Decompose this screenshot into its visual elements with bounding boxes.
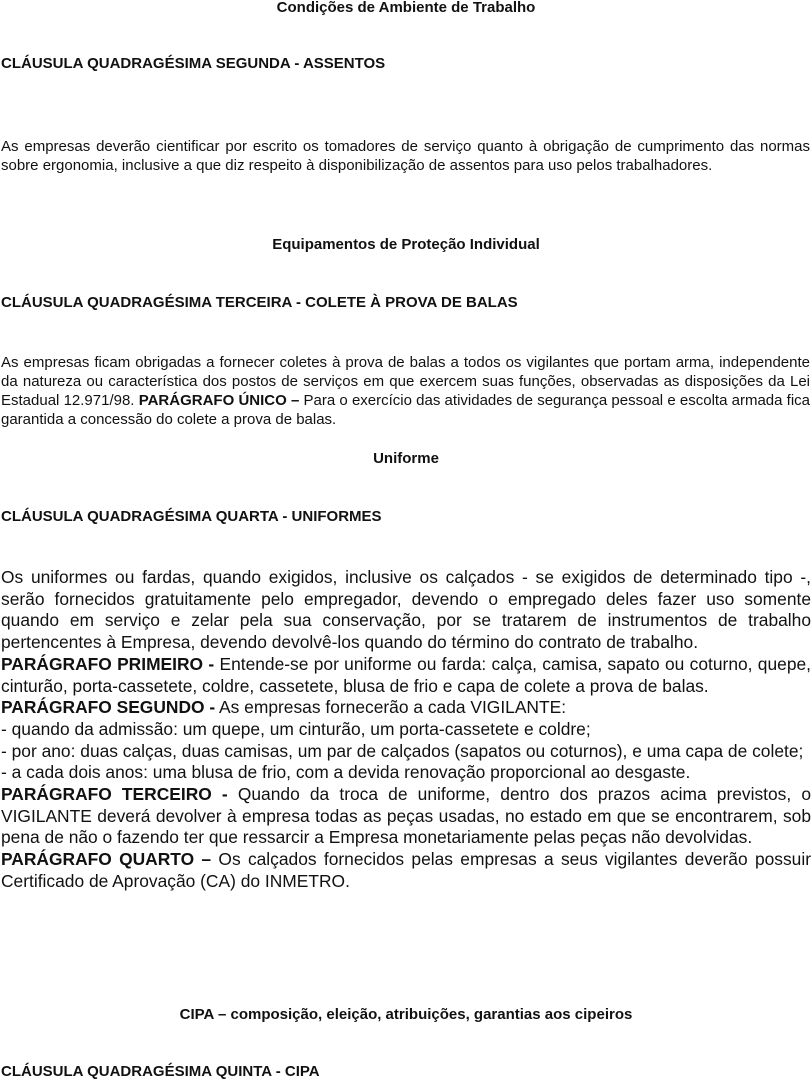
list-item: - a cada dois anos: uma blusa de frio, com a devida renovação proporcional ao desgaste. (1, 762, 691, 783)
section-heading-cipa: CIPA – composição, eleição, atribuições, garantias aos cipeiros (179, 1006, 633, 1023)
paragrafo-primeiro-label: PARÁGRAFO PRIMEIRO - (1, 653, 215, 674)
paragrafo-quarto-label: PARÁGRAFO QUARTO – (1, 849, 212, 870)
list-item: - por ano: duas calças, duas camisas, um par de calçados (sapatos ou coturnos), e uma capa de colete; (1, 740, 804, 761)
section-heading-ambiente: Condições de Ambiente de Trabalho (276, 0, 536, 16)
paragrafo-quarto-text: Os calçados fornecidos pelas empresas a seus vigilantes deverão possuir Certificado de Aprovação (CA) do INMETRO. (1, 849, 812, 891)
paragrafo-segundo-label: PARÁGRAFO SEGUNDO - (1, 697, 216, 718)
paragrafo-segundo-text: As empresas fornecerão a cada VIGILANTE: (215, 697, 567, 718)
section-heading-epi: Equipamentos de Proteção Individual (272, 236, 540, 253)
paragrafo-quarto (1, 849, 811, 892)
paragrafo-primeiro (1, 654, 811, 697)
paragrafo-segundo (1, 697, 811, 719)
paragrafo-unico-text: Para o exercício das atividades de segurança pessoal e escolta armada fica garantida a concessão do colete a prova de balas. (1, 392, 811, 428)
clause-title-cipa: CLÁUSULA QUADRAGÉSIMA QUINTA - CIPA (1, 1063, 320, 1080)
clause-title-colete: CLÁUSULA QUADRAGÉSIMA TERCEIRA - COLETE À PROVA DE BALAS (1, 294, 518, 311)
paragrafo-terceiro (1, 784, 811, 849)
list-item: - quando da admissão: um quepe, um cinturão, um porta-cassetete e coldre; (1, 718, 591, 739)
paragrafo-primeiro-text: Entende-se por uniforme ou farda: calça, camisa, sapato ou coturno, quepe, cinturão, porta-cassetete, coldre, cassetete, blusa de frio e capa de colete a prova de balas. (1, 653, 811, 696)
clause-title-uniformes: CLÁUSULA QUADRAGÉSIMA QUARTA - UNIFORMES (1, 508, 382, 525)
clause-text-assentos: As empresas deverão cientificar por escrito os tomadores de serviço quanto à obrigação de cumprimento das normas sobre ergonomia, inclusive a que diz respeito à disponibilização de assentos para uso pelos trabalhadores. (1, 138, 810, 174)
colete-body: As empresas ficam obrigadas a fornecer coletes à prova de balas a todos os vigilantes que portam arma, independente da natureza ou característica dos postos de serviços em que exercem suas funções, observadas as disposições da Lei Estadual 12.971/98. (1, 354, 810, 409)
uniformes-intro: Os uniformes ou fardas, quando exigidos, inclusive os calçados - se exigidos de determinado tipo -, serão fornecidos gratuitamente pelo empregador, devendo o empregado deles fazer uso somente quando em serviço e zelar pela sua conservação, por se tratarem de instrumentos de trabalho pertencentes à Empresa, devendo devolvê-los quando do término do contrato de trabalho. (1, 567, 811, 653)
paragrafo-terceiro-text: Quando da troca de uniforme, dentro dos prazos acima previstos, o VIGILANTE deverá devolver à empresa todas as peças usadas, no estado em que se encontrarem, sob pena de não o fazendo ter que ressarcir a Empresa monetariamente pelas peças não devolvidas. (1, 784, 812, 848)
section-heading-uniforme: Uniforme (373, 450, 439, 467)
uniformes-body (1, 567, 811, 893)
paragrafo-terceiro-label: PARÁGRAFO TERCEIRO - (1, 784, 228, 805)
clause-title-assentos: CLÁUSULA QUADRAGÉSIMA SEGUNDA - ASSENTOS (1, 55, 386, 72)
clause-text-colete (1, 353, 810, 429)
paragrafo-unico-label: PARÁGRAFO ÚNICO – (138, 392, 300, 409)
